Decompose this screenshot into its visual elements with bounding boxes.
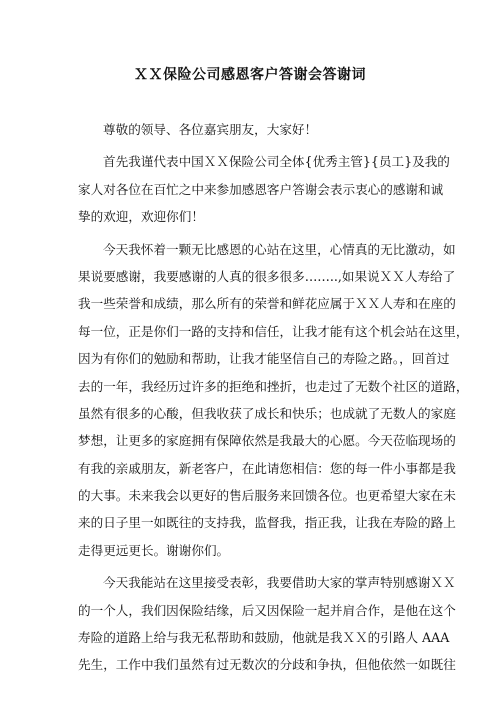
paragraph-line: 果说要感谢，我要感谢的人真的很多很多……..,如果说ＸＸ人寿给了 [78,268,456,284]
paragraph-line: 去的一年，我经历过许多的拒绝和挫折，也走过了无数个社区的道路， [78,378,469,394]
paragraph-line: 有我的亲戚朋友，新老客户，在此请您相信：您的每一件小事都是我 [78,460,456,476]
paragraph-line: 我一些荣誉和成绩，那么所有的荣誉和鲜花应属于ＸＸ人寿和在座的 [78,296,456,312]
paragraph-line: 首先我谨代表中国ＸＸ保险公司全体{优秀主管}{员工}及我的 [103,154,450,170]
document-body [78,116,469,679]
paragraph-line: 梦想，让更多的家庭拥有保障依然是我最大的心愿。今天莅临现场的 [78,433,456,449]
paragraph-line: 今天我能站在这里接受表彰，我要借助大家的掌声特别感谢ＸＸ [103,575,456,591]
paragraph-line: 每一位，正是你们一路的支持和信任，让我才能有这个机会站在这里， [78,323,469,339]
paragraph-line: 今天我怀着一颗无比感恩的心站在这里，心情真的无比激动，如 [103,241,456,257]
paragraph-line: 虽然有很多的心酸，但我收获了成长和快乐；也成就了无数人的家庭 [78,405,456,421]
paragraph-line: 的大事。未来我会以更好的售后服务来回馈各位。也更希望大家在未 [78,488,456,504]
paragraph-line: 家人对各位在百忙之中来参加感恩客户答谢会表示衷心的感谢和诚 [78,181,444,197]
paragraph-line: 走得更远更长。谢谢你们。 [78,542,230,558]
paragraph-line: 因为有你们的勉励和帮助，让我才能坚信自己的寿险之路。，回首过 [78,351,450,367]
document-title: ＸＸ保险公司感恩客户答谢会答谢词 [134,67,366,83]
greeting-line: 尊敬的领导、各位嘉宾朋友，大家好！ [103,122,318,137]
paragraph-line: 来的日子里一如既往的支持我，监督我，指正我，让我在寿险的路上 [78,515,456,531]
paragraph-line: 先生，工作中我们虽然有过无数次的分歧和争执，但他依然一如既往 [78,657,456,673]
paragraph-line: 的一个人，我们因保险结缘，后又因保险一起并肩合作，是他在这个 [78,602,456,618]
paragraph-line: 挚的欢迎，欢迎你们！ [78,209,204,225]
paragraph-line: 寿险的道路上给与我无私帮助和鼓励，他就是我ＸＸ的引路人 AAA [78,630,450,646]
